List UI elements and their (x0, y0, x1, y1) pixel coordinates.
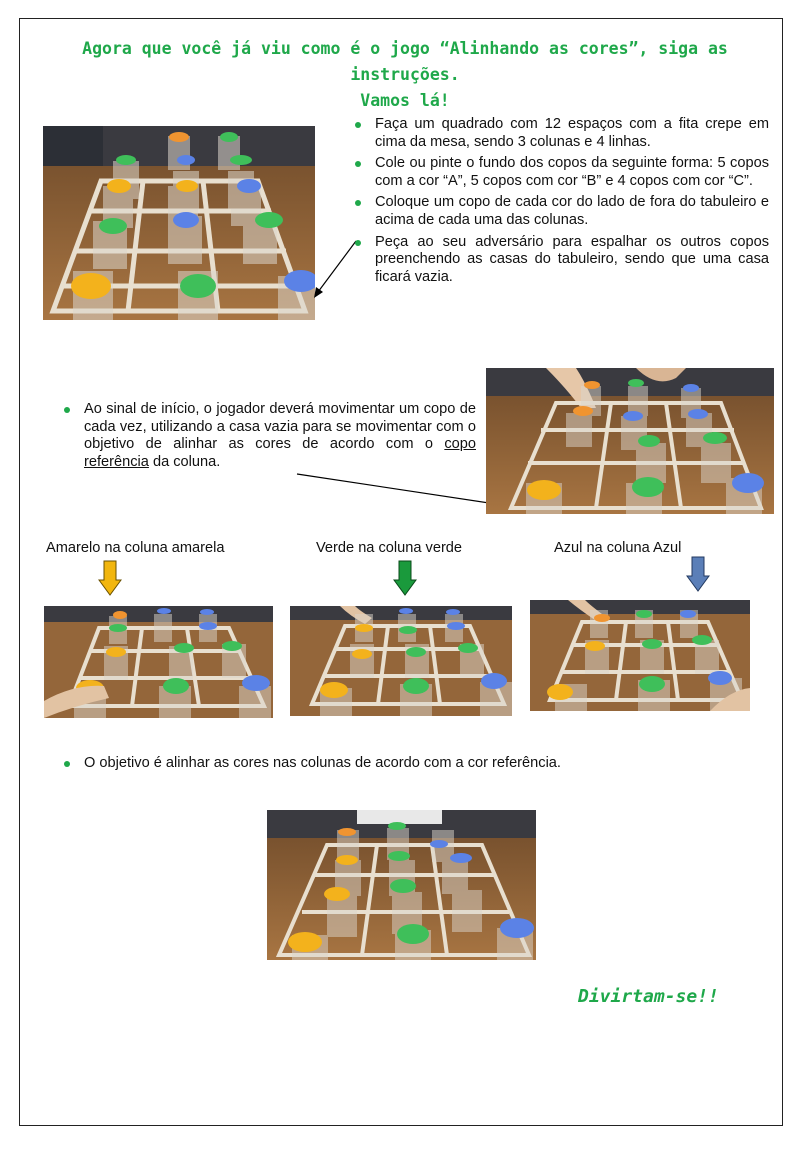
photo-green-aligned (290, 606, 512, 716)
setup-instructions (349, 116, 769, 290)
instruction-item: Ao sinal de início, o jogador deverá movimentar um copo de cada vez, utilizando a casa vazia para se movimentar com o objetivo de alinhar as cores de acordo com o copo referência da coluna. (58, 401, 476, 471)
bullet-icon (355, 122, 361, 128)
instruction-item: Cole ou pinte o fundo dos copos da seguinte forma: 5 copos com a cor “A”, 5 copos com cor “B” e 4 copos com cor “C”. (349, 155, 769, 190)
green-down-arrow-icon (393, 560, 417, 596)
photo-final-aligned (267, 810, 536, 960)
caption-blue-column: Azul na coluna Azul (554, 540, 682, 556)
photo-blue-aligned (530, 600, 750, 711)
photo-yellow-aligned (44, 606, 273, 718)
bullet-icon (355, 240, 361, 246)
photo-hand-moving-cup (486, 368, 774, 514)
start-signal-instruction (58, 401, 476, 475)
photo-board-setup (43, 126, 315, 320)
caption-green-column: Verde na coluna verde (316, 540, 463, 556)
yellow-down-arrow-icon (98, 560, 122, 596)
bullet-icon (355, 161, 361, 167)
instruction-item: Peça ao seu adversário para espalhar os outros copos preenchendo as casas do tabuleiro, sendo que uma casa ficará vazia. (349, 234, 769, 287)
caption-yellow-column: Amarelo na coluna amarela (46, 540, 225, 556)
instruction-item: Faça um quadrado com 12 espaços com a fita crepe em cima da mesa, sendo 3 colunas e 4 linhas. (349, 116, 769, 151)
title-line-1: Agora que você já viu como é o jogo “Alinhando as cores”, siga as instruções. (82, 39, 728, 84)
bullet-icon (64, 407, 70, 413)
title-line-2: Vamos lá! (360, 91, 450, 110)
reference-cup-term: copo referência (84, 436, 476, 470)
bullet-icon (355, 200, 361, 206)
page-title (40, 36, 770, 114)
instruction-item: O objetivo é alinhar as cores nas colunas de acordo com a cor referência. (58, 755, 758, 773)
instruction-item: Coloque um copo de cada cor do lado de fora do tabuleiro e acima de cada uma das colunas. (349, 194, 769, 229)
bullet-icon (64, 761, 70, 767)
blue-down-arrow-icon (686, 556, 710, 592)
objective-statement (58, 755, 758, 777)
closing-message: Divirtam-se!! (578, 986, 719, 1007)
